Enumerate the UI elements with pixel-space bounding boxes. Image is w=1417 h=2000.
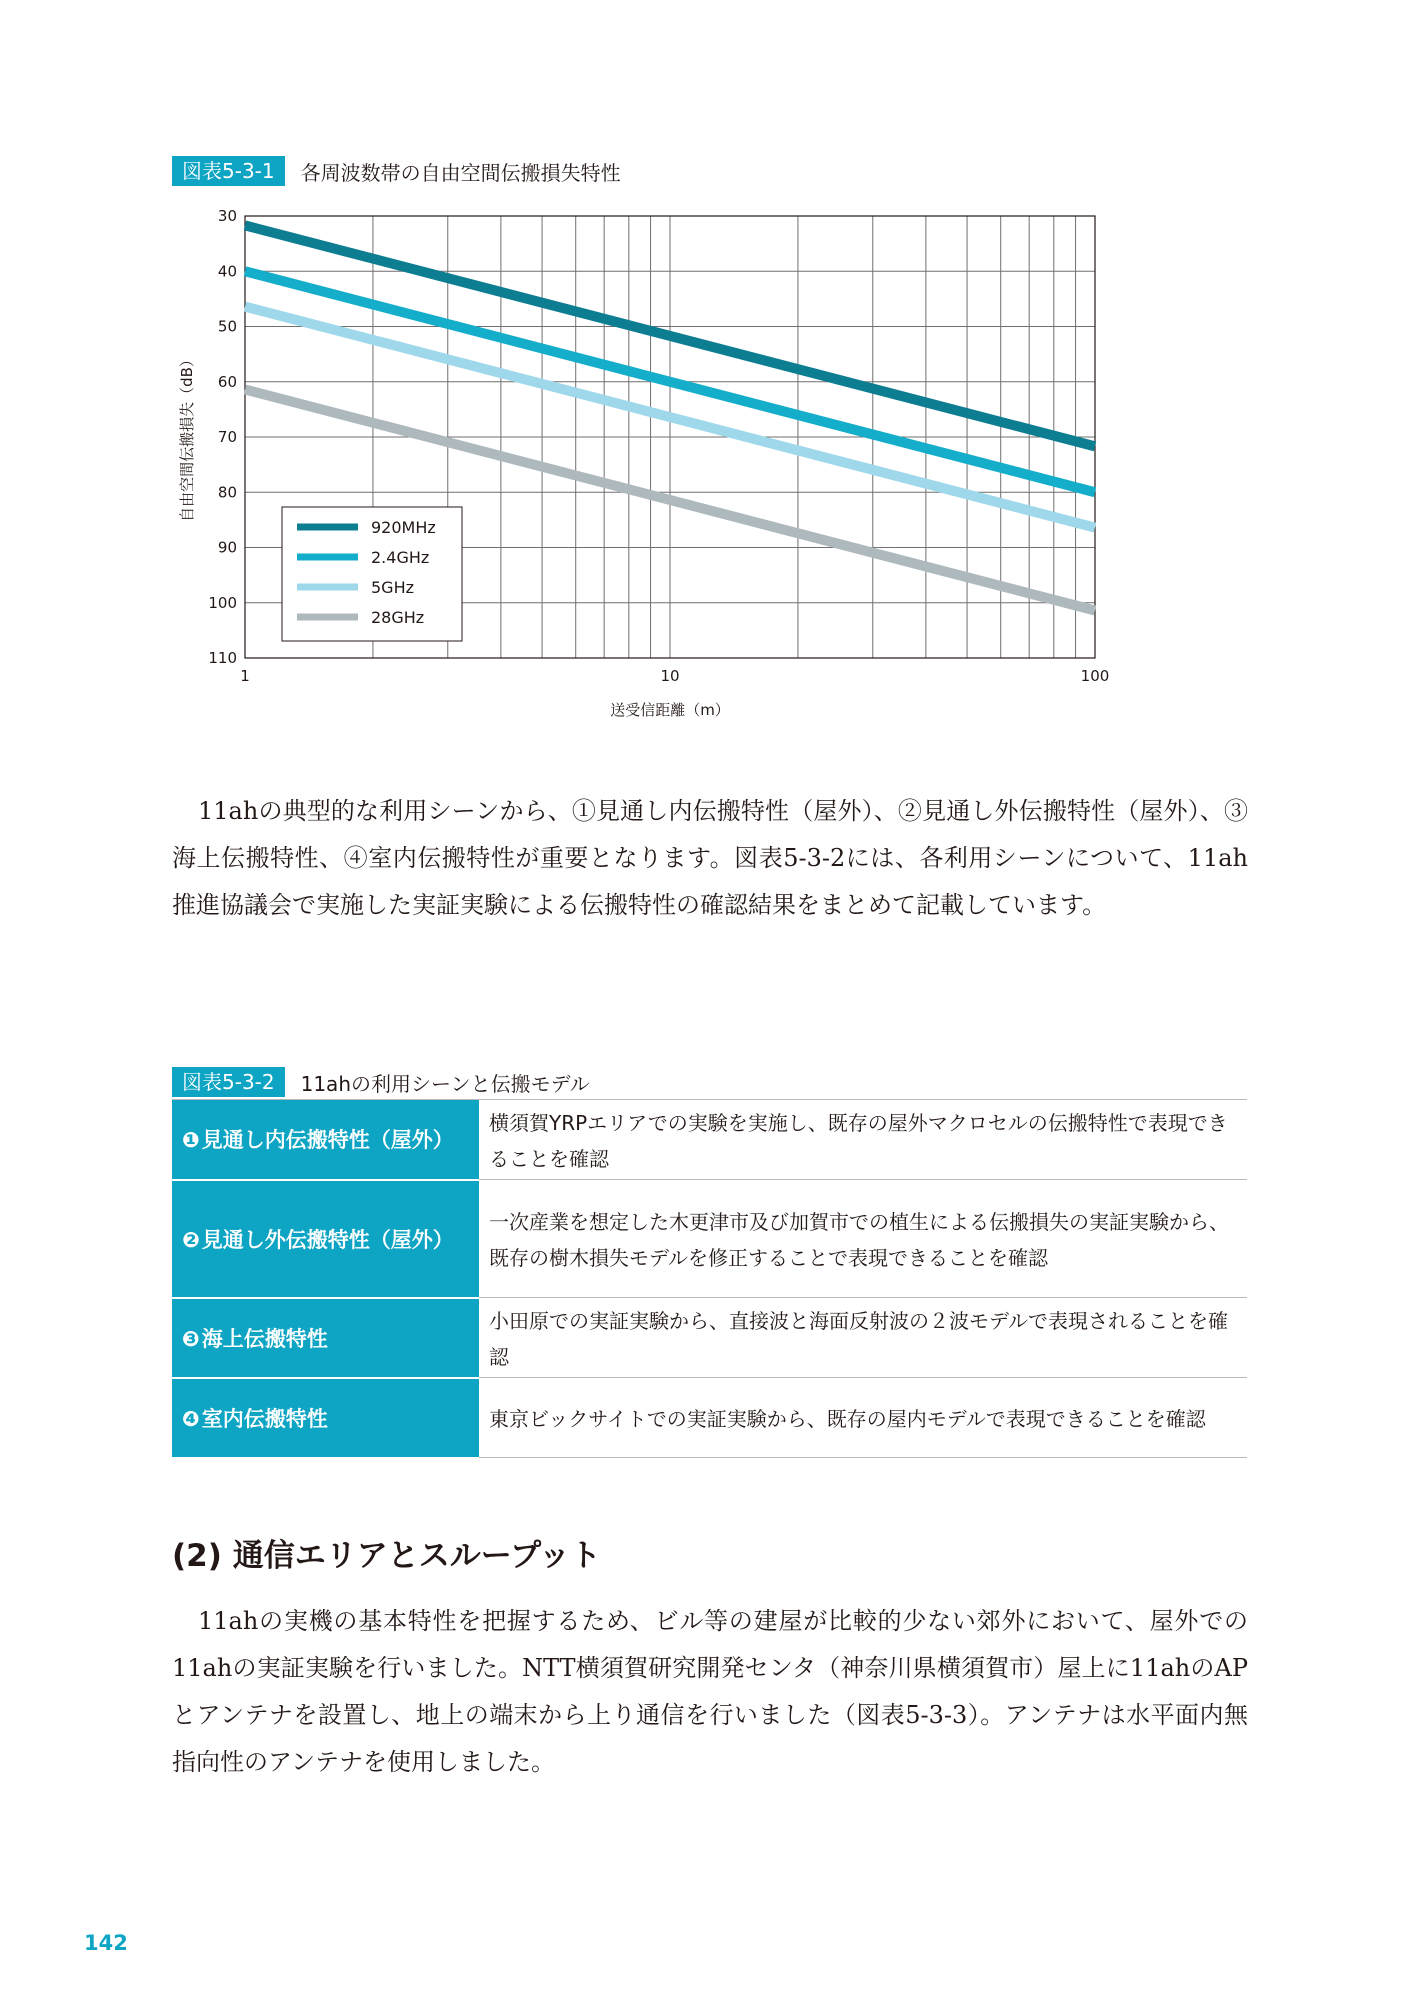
y-tick-label: 80 [217, 483, 237, 502]
x-tick-label: 10 [660, 667, 680, 685]
scene-number: ❸ [182, 1326, 200, 1351]
figure-tag: 図表5-3-2 [172, 1067, 285, 1097]
scene-description: 一次産業を想定した木更津市及び加賀市での植生による伝搬損失の実証実験から、既存の樹木損失モデルを修正することで表現できることを確認 [479, 1180, 1247, 1298]
body-paragraph: 11ahの典型的な利用シーンから、①見通し内伝搬特性（屋外）、②見通し外伝搬特性（屋外）、③海上伝搬特性、④室内伝搬特性が重要となります。図表5-3-2には、各利用シーンについて、11ah推進協議会で実施した実証実験による伝搬特性の確認結果をまとめて記載しています。 [172, 797, 1248, 919]
scene-label-cell [172, 1100, 479, 1180]
legend-label: 920MHz [371, 518, 436, 537]
scene-label: 見通し外伝搬特性（屋外） [201, 1227, 454, 1252]
table-row [172, 1100, 1247, 1180]
table-row [172, 1180, 1247, 1298]
scene-table [172, 1099, 1247, 1459]
x-tick-label: 1 [240, 667, 250, 685]
page-number: 142 [84, 1931, 128, 1955]
y-tick-label: 50 [217, 317, 237, 336]
figure-title: 各周波数帯の自由空間伝搬損失特性 [300, 160, 621, 185]
y-tick-label: 60 [217, 372, 237, 391]
figure-title: 11ahの利用シーンと伝搬モデル [300, 1071, 590, 1096]
legend-label: 5GHz [371, 578, 415, 597]
figure-tag: 図表5-3-1 [172, 156, 285, 186]
figure-caption [172, 1067, 590, 1097]
scene-description: 小田原での実証実験から、直接波と海面反射波の２波モデルで表現されることを確認 [479, 1298, 1247, 1378]
y-tick-label: 70 [217, 428, 237, 446]
scene-label: 海上伝搬特性 [201, 1326, 328, 1351]
x-axis-title: 送受信距離（m） [610, 701, 730, 719]
table-row [172, 1378, 1247, 1458]
y-tick-label: 100 [208, 593, 237, 612]
y-tick-label: 30 [217, 207, 237, 225]
scene-number: ❹ [182, 1406, 200, 1431]
scene-label-cell [172, 1180, 479, 1298]
scene-description: 東京ビックサイトでの実証実験から、既存の屋内モデルで表現できることを確認 [479, 1378, 1247, 1458]
y-tick-label: 110 [208, 649, 237, 667]
x-tick-labels [240, 667, 1109, 685]
scene-label: 見通し内伝搬特性（屋外） [201, 1128, 454, 1153]
chart-legend [282, 507, 462, 641]
scene-number: ❶ [182, 1128, 200, 1153]
table-row [172, 1298, 1247, 1378]
path-loss-chart [160, 195, 1140, 735]
y-tick-label: 90 [217, 538, 237, 557]
figure-caption [172, 156, 621, 186]
x-tick-label: 100 [1080, 667, 1110, 685]
y-tick-label: 40 [217, 262, 237, 281]
scene-label-cell [172, 1298, 479, 1378]
scene-label: 室内伝搬特性 [201, 1406, 328, 1431]
scene-description: 横須賀YRPエリアでの実験を実施し、既存の屋外マクロセルの伝搬特性で表現できることを確認 [479, 1100, 1247, 1180]
scene-number: ❷ [182, 1227, 200, 1252]
legend-label: 28GHz [371, 608, 425, 627]
body-paragraph: 11ahの実機の基本特性を把握するため、ビル等の建屋が比較的少ない郊外において、屋外での11ahの実証実験を行いました。NTT横須賀研究開発センタ（神奈川県横須賀市）屋上に11ahのAPとアンテナを設置し、地上の端末から上り通信を行いました（図表5-3-3）。アンテナは水平面内無指向性のアンテナを使用しました。 [172, 1607, 1248, 1776]
y-axis-title: 自由空間伝搬損失（dB） [178, 352, 196, 522]
y-tick-labels [208, 207, 237, 667]
scene-label-cell [172, 1378, 479, 1458]
section-heading: (2) 通信エリアとスループット [172, 1538, 601, 1574]
legend-label: 2.4GHz [371, 548, 430, 567]
